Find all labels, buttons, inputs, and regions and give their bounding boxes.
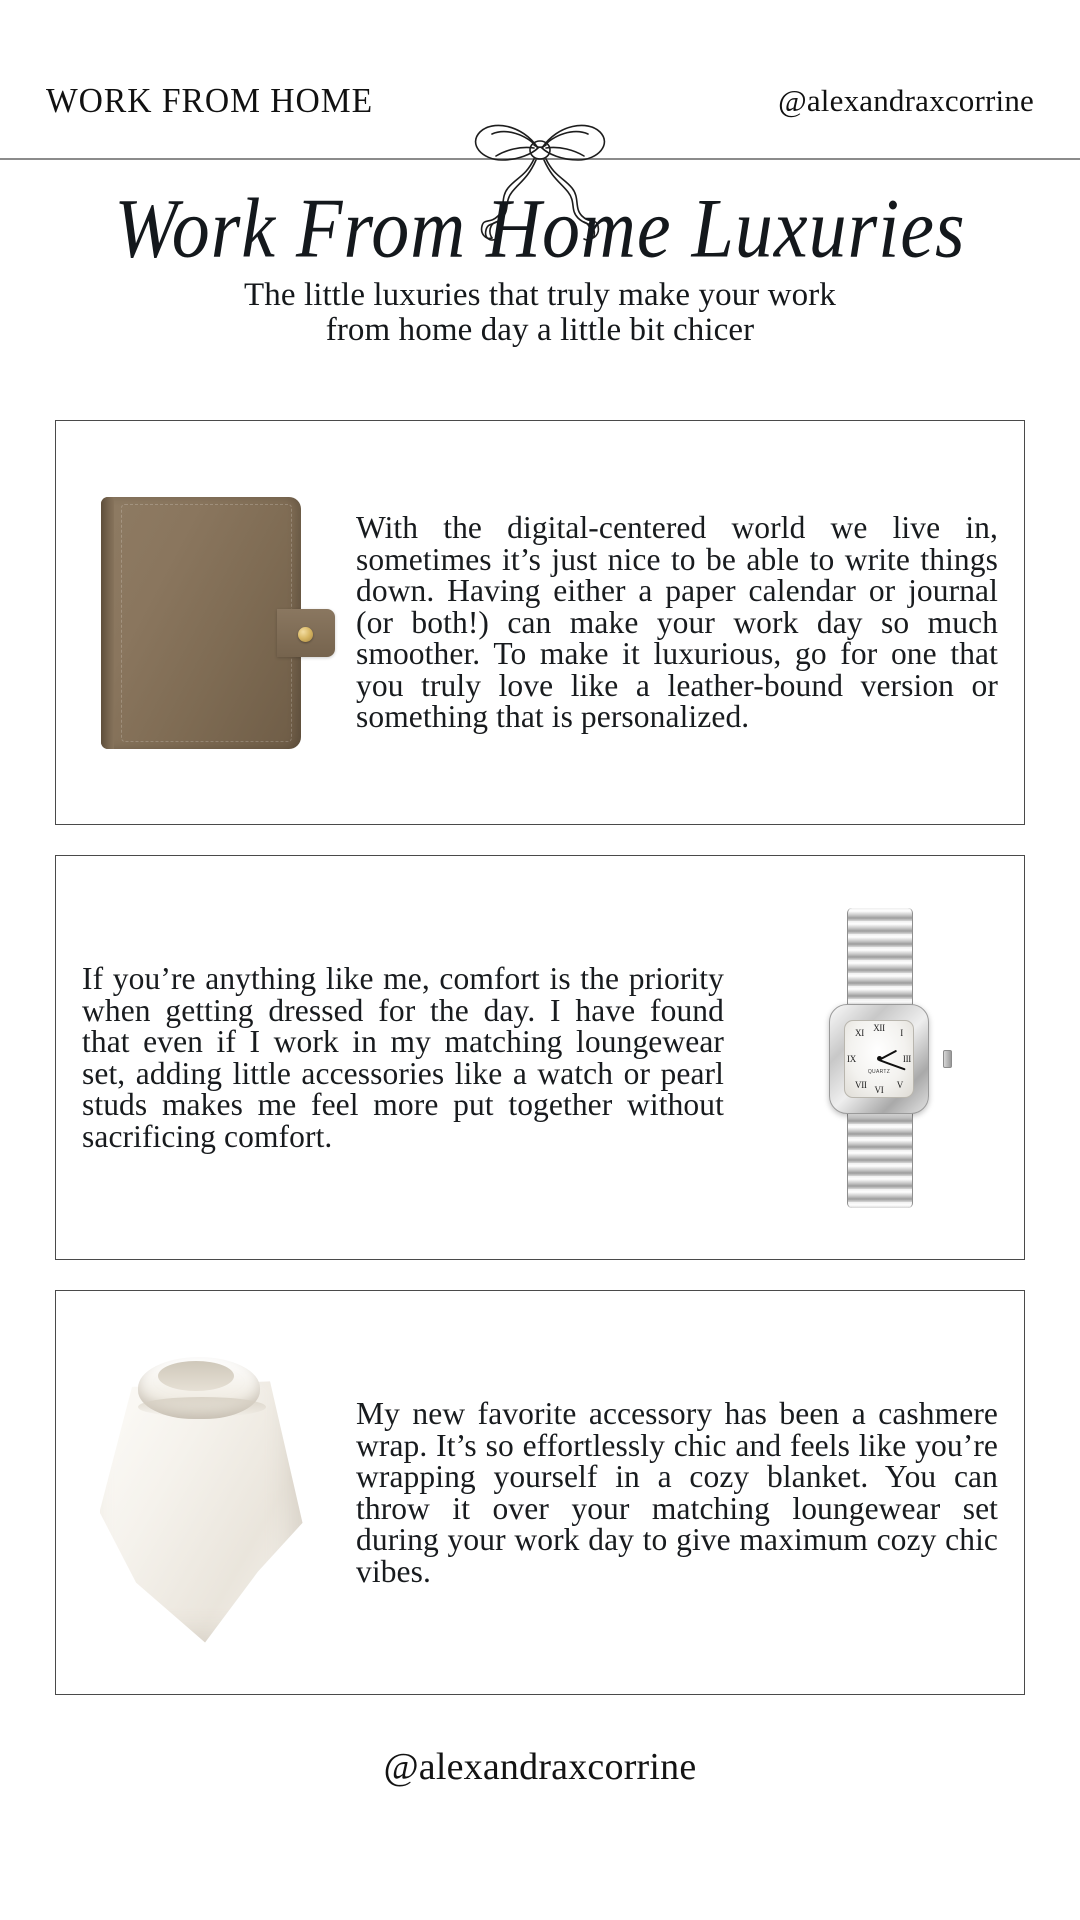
header-handle: @alexandraxcorrine (778, 83, 1034, 118)
list-item (55, 855, 1025, 1260)
list-item (55, 420, 1025, 825)
card-body (56, 963, 734, 1152)
planner-spine (101, 497, 114, 749)
dial-numeral-11: XI (855, 1027, 864, 1038)
card-text: With the digital-centered world we live in, sometimes it’s just nice to be able to write things down. Having either a paper calendar or journal (or both!) can make your work day so much smoother. To make it luxurious, go for one that you truly love like a leather-bound version or something that is personalized. (356, 510, 998, 735)
footer-handle: @alexandraxcorrine (383, 1746, 697, 1788)
header-kicker: WORK FROM HOME (46, 81, 374, 120)
card-body (346, 1398, 1024, 1587)
card-text: If you’re anything like me, comfort is the priority when getting dressed for the day. I have found that even if I work in my matching loungewear set, adding little accessories like a watch or pearl studs makes me feel more put together without sacrificing comfort. (82, 961, 724, 1154)
watch-illustration (813, 908, 945, 1208)
wrap-fold-shadow (138, 1397, 266, 1417)
leather-planner-image (56, 421, 346, 824)
wrap-neck-opening (158, 1361, 234, 1391)
watch-band-top (847, 908, 913, 1018)
watch-dial (844, 1020, 914, 1098)
dial-numeral-7: VII (855, 1079, 867, 1090)
card-body (346, 512, 1024, 733)
dial-brand-text: QUARTZ (867, 1069, 891, 1076)
card-list (55, 420, 1025, 1725)
dial-numeral-1: I (900, 1027, 903, 1038)
page-footer (0, 1745, 1080, 1789)
dial-numeral-12: XII (873, 1022, 885, 1033)
card-text: My new favorite accessory has been a cashmere wrap. It’s so effortlessly chic and feels like you’re wrapping yourself in a cozy blanket. You can throw it over your matching loungewear set during your work day to give maximum cozy chic vibes. (356, 1396, 998, 1589)
planner-stitching (121, 504, 292, 742)
watch-case (829, 1004, 929, 1114)
watch-band-bottom (847, 1098, 913, 1208)
watch-minute-hand (879, 1059, 906, 1070)
watch-crown (943, 1050, 952, 1068)
dial-numeral-5: V (896, 1079, 903, 1090)
cashmere-wrap-image (56, 1291, 346, 1694)
planner-snap-icon (298, 627, 313, 642)
page-title: Work From Home Luxuries (114, 181, 966, 276)
dial-numeral-3: III (902, 1053, 911, 1064)
page-subtitle: The little luxuries that truly make your work from home day a little bit chicer (244, 276, 836, 349)
dial-numeral-6: VI (874, 1084, 884, 1095)
watch-center-pin (877, 1056, 882, 1061)
wrap-illustration (94, 1343, 309, 1643)
silver-watch-image (734, 856, 1024, 1259)
planner-illustration (101, 497, 301, 749)
dial-numeral-9: IX (847, 1053, 856, 1064)
list-item (55, 1290, 1025, 1695)
header-divider (0, 158, 1080, 160)
page-header (0, 0, 1080, 140)
title-block (0, 181, 1080, 349)
